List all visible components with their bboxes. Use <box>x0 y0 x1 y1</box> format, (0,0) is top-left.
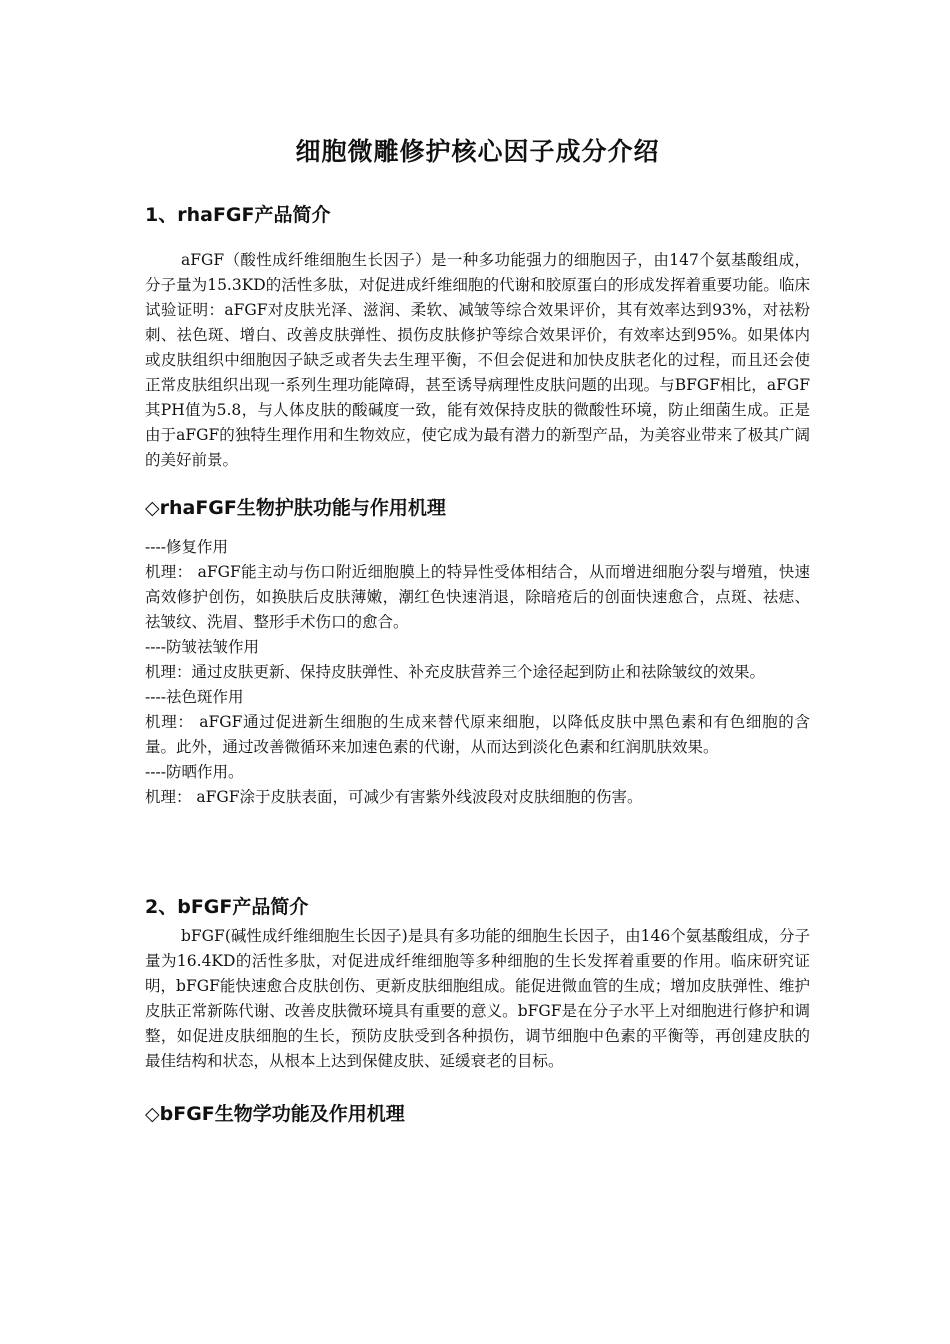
mechanism-label-anti-wrinkle: ----防皱祛皱作用 <box>145 638 259 656</box>
section-heading-bfgf-intro: 2、bFGF产品简介 <box>145 896 309 918</box>
bfgf-intro-paragraph: bFGF(碱性成纤维细胞生长因子)是具有多功能的细胞生长因子，由146个氨基酸组成，分子量为16.4KD的活性多肽，对促进成纤维细胞等多种细胞的生长发挥着重要的作用。临床研究证明，bFGF能快速愈合皮肤创伤、更新皮肤细胞组成。能促进微血管的生成；增加皮肤弹性、维护皮肤正常新陈代谢、改善皮肤微环境具有重要的意义。bFGF是在分子水平上对细胞进行修护和调整，如促进皮肤细胞的生长，预防皮肤受到各种损伤，调节细胞中色素的平衡等，再创建皮肤的最佳结构和状态，从根本上达到保健皮肤、延缓衰老的目标。 <box>145 927 810 1070</box>
section-heading-rhafgf-intro: 1、rhaFGF产品简介 <box>145 204 331 226</box>
section-heading-rhafgf-mechanism: ◇rhaFGF生物护肤功能与作用机理 <box>145 497 446 519</box>
mechanism-text-anti-wrinkle: 机理：通过皮肤更新、保持皮肤弹性、补充皮肤营养三个途径起到防止和祛除皱纹的效果。 <box>145 663 766 681</box>
mechanism-label-sun-protection: ----防晒作用。 <box>145 763 244 781</box>
mechanism-text-repair: 机理： aFGF能主动与伤口附近细胞膜上的特异性受体相结合，从而增进细胞分裂与增殖，快速高效修护创伤，如换肤后皮肤薄嫩，潮红色快速消退，除暗疮后的创面快速愈合，点斑、祛痣、祛皱纹、洗眉、整形手术伤口的愈合。 <box>145 563 810 631</box>
mechanism-text-sun-protection: 机理： aFGF涂于皮肤表面，可减少有害紫外线波段对皮肤细胞的伤害。 <box>145 788 643 806</box>
document-body <box>145 130 810 1129</box>
section-heading-bfgf-mechanism: ◇bFGF生物学功能及作用机理 <box>145 1103 405 1125</box>
document-title: 细胞微雕修护核心因子成分介绍 <box>295 137 660 166</box>
mechanism-label-spot-removal: ----祛色斑作用 <box>145 688 244 706</box>
mechanism-text-spot-removal: 机理： aFGF通过促进新生细胞的生成来替代原来细胞，以降低皮肤中黑色素和有色细胞的含量。此外，通过改善微循环来加速色素的代谢，从而达到淡化色素和红润肌肤效果。 <box>145 713 810 756</box>
rhafgf-intro-paragraph: aFGF（酸性成纤维细胞生长因子）是一种多功能强力的细胞因子，由147个氨基酸组成，分子量为15.3KD的活性多肽，对促进成纤维细胞的代谢和胶原蛋白的形成发挥着重要功能。临床试验证明：aFGF对皮肤光泽、滋润、柔软、减皱等综合效果评价，其有效率达到93%，对祛粉刺、祛色斑、增白、改善皮肤弹性、损伤皮肤修护等综合效果评价，有效率达到95%。如果体内或皮肤组织中细胞因子缺乏或者失去生理平衡，不但会促进和加快皮肤老化的过程，而且还会使正常皮肤组织出现一系列生理功能障碍，甚至诱导病理性皮肤问题的出现。与BFGF相比，aFGF其PH值为5.8，与人体皮肤的酸碱度一致，能有效保持皮肤的微酸性环境，防止细菌生成。正是由于aFGF的独特生理作用和生物效应，使它成为最有潜力的新型产品，为美容业带来了极其广阔的美好前景。 <box>145 251 810 469</box>
mechanism-label-repair: ----修复作用 <box>145 538 228 556</box>
